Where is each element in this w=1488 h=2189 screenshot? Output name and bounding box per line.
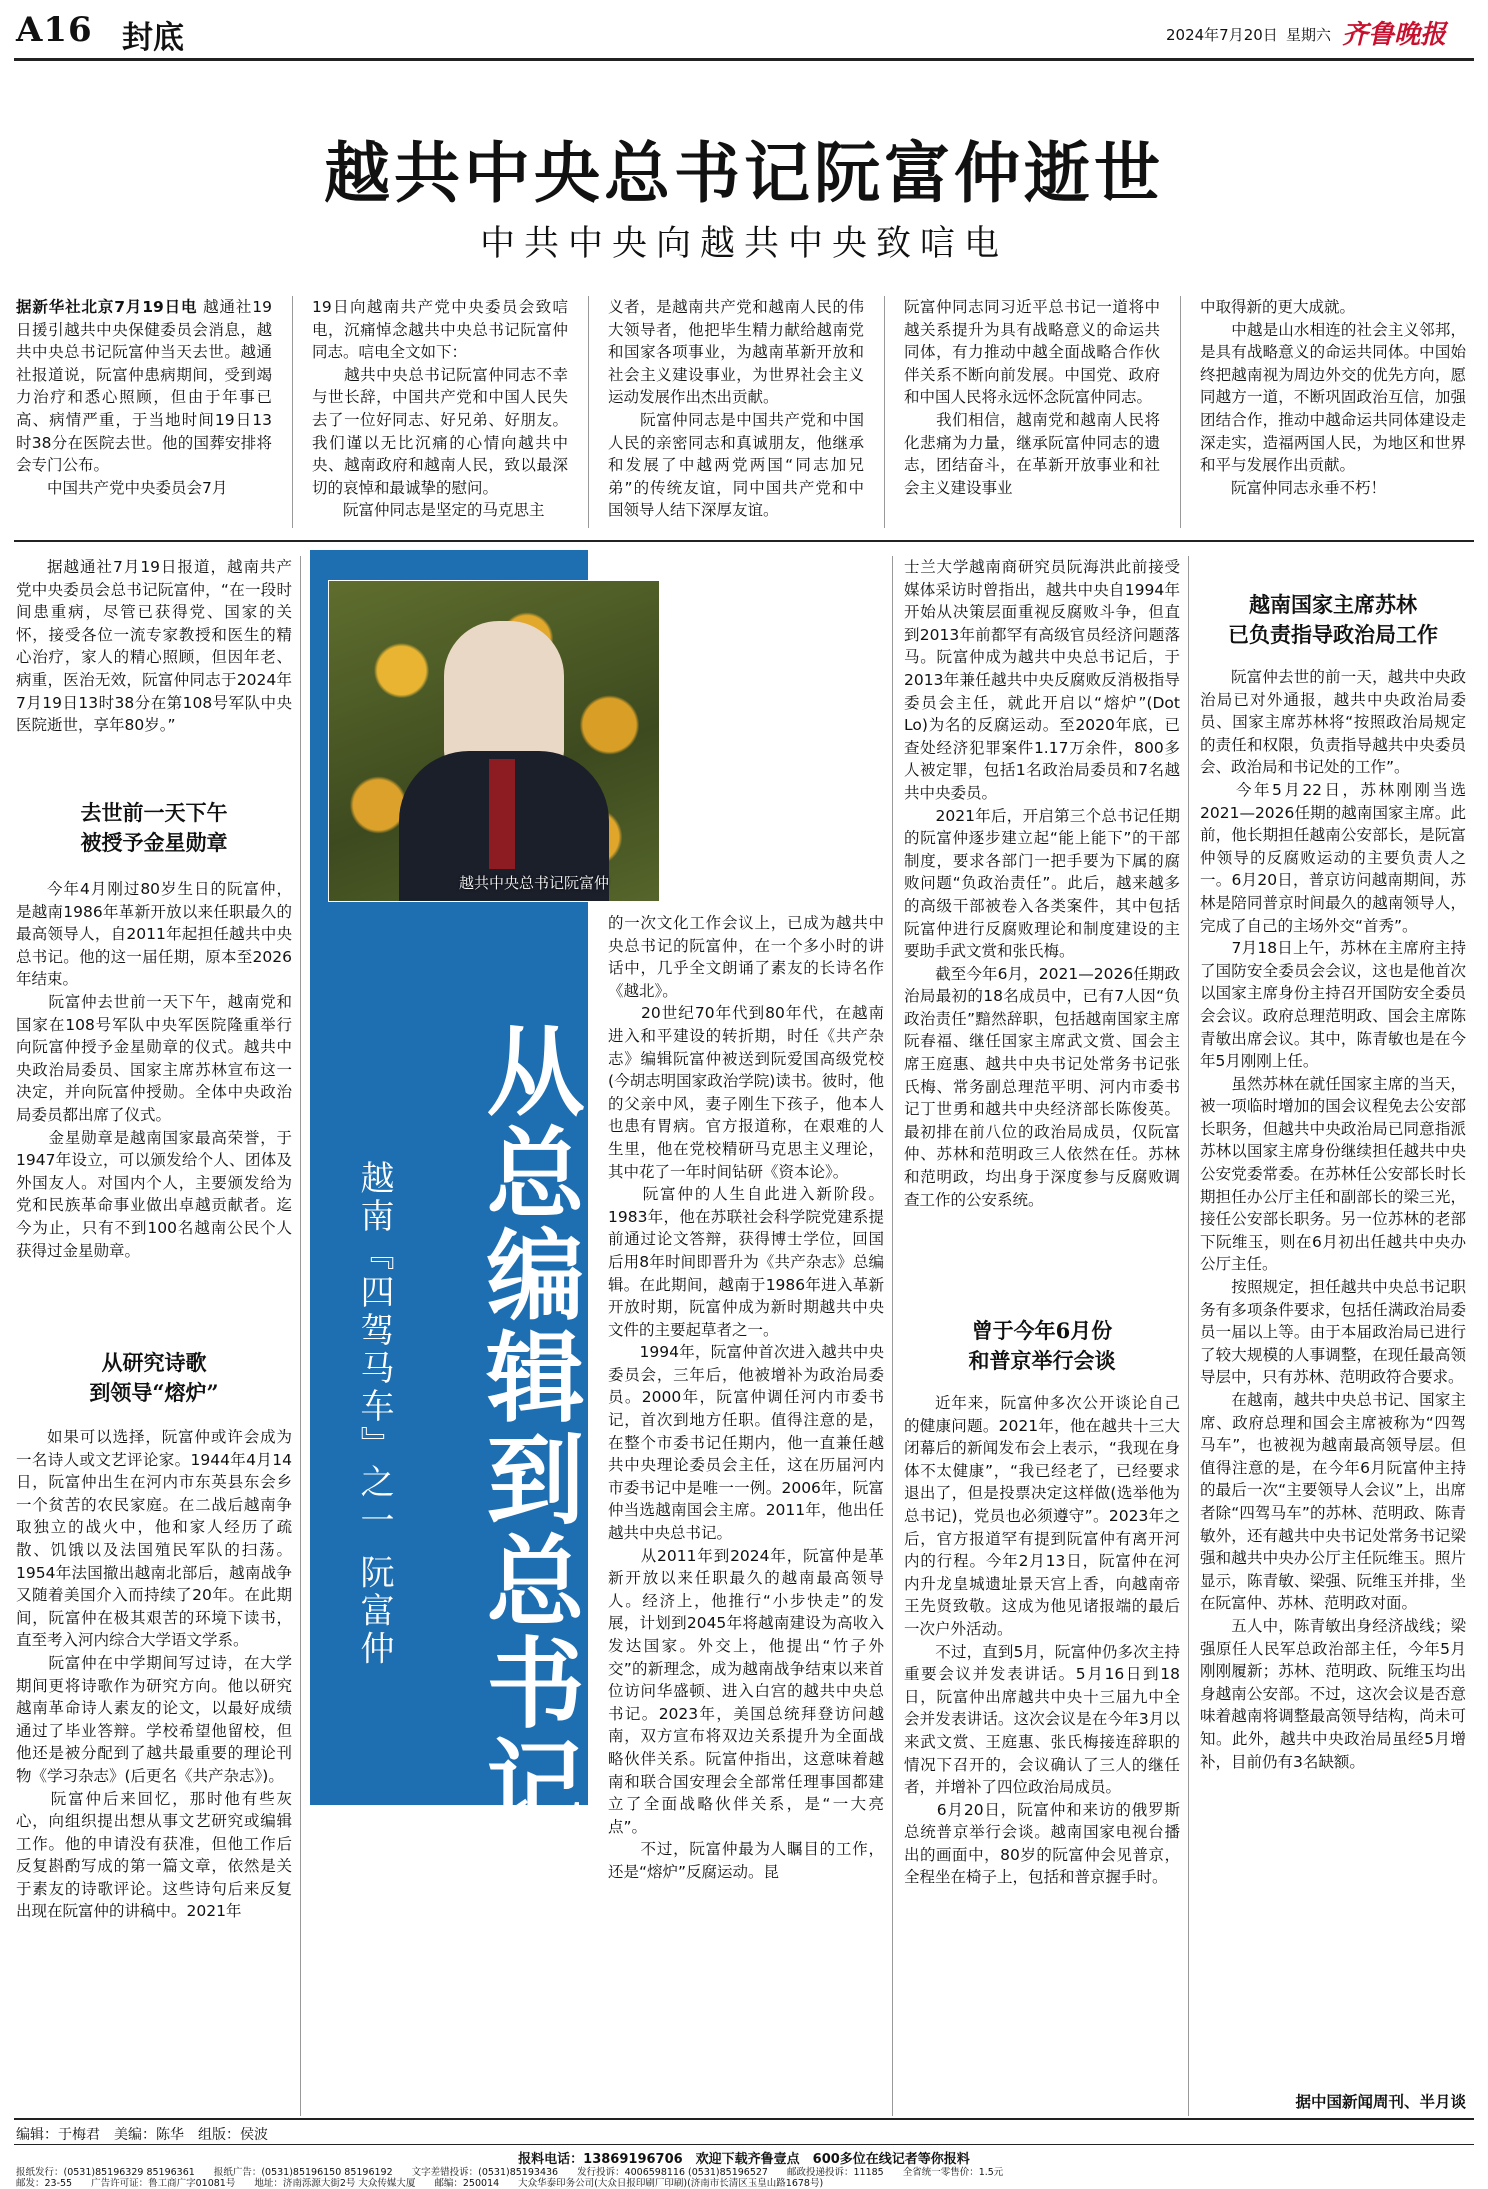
body-col-1a [16, 556, 292, 782]
photo-caption: 越共中央总书记阮富仲 [459, 874, 610, 892]
body-text: 的一次文化工作会议上，已成为越共中央总书记的阮富仲，在一个多小时的讲话中，几乎全文朗诵了素友的长诗名作《越北》。 20世纪70年代到80年代，在越南进入和平建设的转折期，时任《共产杂志》编辑阮富仲被送到阮爱国高级党校(今胡志明国家政治学院)读书。彼时，他的父亲中风，妻子刚生下孩子，他本人也患有胃病。官方报道称，在艰难的人生里，他在党校精研马克思主义理论，其中花了一年时间钻研《资本论》。 阮富仲的人生自此进入新阶段。1983年，他在苏联社会科学院党建系提前通过论文答辩，获得博士学位，回国后用8年时间即晋升为《共产杂志》总编辑。在此期间，越南于1986年进入革新开放时期，阮富仲成为新时期越共中央文件的主要起草者之一。 1994年，阮富仲首次进入越共中央委员会，三年后，他被增补为政治局委员。2000年，阮富仲调任河内市委书记，首次到地方任职。值得注意的是，在整个市委书记任期内，他一直兼任越共中央理论委员会主任，这在历届河内市委书记中是唯一一例。2006年，阮富仲当选越南国会主席。2011年，他出任越共中央总书记。 从2011年到2024年，阮富仲是革新开放以来任职最久的越南最高领导人。经济上，他推行“小步快走”的发展，计划到2045年将越南建设为高收入发达国家。外交上，他提出“竹子外交”的新理念，成为越南战争结束以来首位访问华盛顿、进入白宫的越共中央总书记。2023年，美国总统拜登访问越南，双方宣布将双边关系提升为全面战略伙伴关系。阮富仲指出，这意味着越南和联合国安理会全部常任理事国都建立了全面战略伙伴关系，是“一大亮点”。 不过，阮富仲最为人瞩目的工作，还是“熔炉”反腐运动。昆 [608, 914, 884, 1881]
top-col-5-text: 中取得新的更大成就。 中越是山水相连的社会主义邻邦，是具有战略意义的命运共同体。中国始终把越南视为周边外交的优先方向，愿同越方一道，不断巩固政治互信，加强团结合作，推动中越命运共同体建设走深走实，造福两国人民，为地区和世界和平与发展作出贡献。 阮富仲同志永垂不朽！ [1200, 298, 1466, 497]
header-rule [14, 58, 1474, 61]
subhead-4 [1200, 590, 1466, 650]
subhead-2-line-1: 从研究诗歌 [101, 1350, 207, 1375]
top-column-5 [1200, 296, 1466, 528]
subhead-3-line-2: 和普京举行会谈 [968, 1348, 1116, 1373]
body-text: 阮富仲去世的前一天，越共中央政治局已对外通报，越共中央政治局委员、国家主席苏林将“按照政治局规定的责任和权限，负责指导越共中央委员会、政治局和书记处的工作”。 今年5月22日，苏林刚刚当选2021—2026任期的越南国家主席。此前，他长期担任越南公安部长，是阮富仲领导的反腐败运动的主要负责人之一。6月20日，普京访问越南期间，苏林是陪同普京时间最久的越南领导人，完成了自己的主场外交“首秀”。 7月18日上午，苏林在主席府主持了国防安全委员会会议，这也是他首次以国家主席身份主持召开国防安全委员会会议。政府总理范明政、国会主席陈青敏出席会议。其中，陈青敏也是在今年5月刚刚上任。 虽然苏林在就任国家主席的当天，被一项临时增加的国会议程免去公安部长职务，但越共中央政治局已同意指派苏林以国家主席身份继续担任越共中央公安党委常委。在苏林任公安部长时长期担任办公厅主任和副部长的梁三光，接任公安部长职务。另一位苏林的老部下阮维玉，则在6月初出任越共中央办公厅主任。 按照规定，担任越共中央总书记职务有多项条件要求，包括任满政治局委员一届以上等。由于本届政治局已进行了较大规模的人事调整，在现任最高领导层中，只有苏林、范明政符合要求。 在越南，越共中央总书记、国家主席、政府总理和国会主席被称为“四驾马车”，也被视为越南最高领导层。但值得注意的是，在今年6月阮富仲主持的最后一次“主要领导人会议”上，出席者除“四驾马车”的苏林、范明政、陈青敏外，还有越共中央书记处常务书记梁强和越共中央办公厅主任阮维玉。照片显示，陈青敏、梁强、阮维玉并排，坐在阮富仲、苏林、范明政对面。 五人中，陈青敏出身经济战线；梁强原任人民军总政治部主任，今年5月刚刚履新；苏林、范明政、阮维玉均出身越南公安部。不过，这次会议是否意味着越南将调整最高领导结构，尚未可知。此外，越共中央政治局虽经5月增补，目前仍有3名缺额。 [1200, 668, 1466, 1771]
subhead-3 [904, 1316, 1180, 1376]
body-col-1c [16, 1426, 292, 2112]
divider [1180, 296, 1181, 528]
top-column-3 [608, 296, 864, 528]
feature-photo [328, 580, 660, 902]
top-col-2-text: 19日向越南共产党中央委员会致唁电，沉痛悼念越共中央总书记阮富仲同志。唁电全文如下： 越共中央总书记阮富仲同志不幸与世长辞，中国共产党和中国人民失去了一位好同志、好兄弟、好朋友。我们谨以无比沉痛的心情向越共中央、越南政府和越南人民，致以最深切的哀悼和最诚挚的慰问。 阮富仲同志是坚定的马克思主 [312, 298, 568, 520]
section-rule [14, 540, 1474, 542]
subhead-1-line-1: 去世前一天下午 [80, 800, 228, 825]
headline: 越共中央总书记阮富仲逝世 [324, 134, 1164, 212]
credits: 编辑：于梅君 美编：陈华 组版：侯波 [16, 2127, 268, 2143]
divider [300, 556, 301, 2116]
issue-date: 2024年7月20日 [1166, 26, 1278, 44]
body-col-2 [608, 912, 884, 2112]
body-text: 今年4月刚过80岁生日的阮富仲，是越南1986年革新开放以来任职最久的最高领导人，自2011年起担任越共中央总书记。他的这一届任期，原本至2026年结束。 阮富仲去世前一天下午，越南党和国家在108号军队中央军医院隆重举行向阮富仲授予金星勋章的仪式。越共中央政治局委员、国家主席苏林宣布这一决定，并向阮富仲授勋。全体中央政治局委员都出席了仪式。 金星勋章是越南国家最高荣誉，于1947年设立，可以颁发给个人、团体及外国友人。对国内个人，主要颁发给为党和民族革命事业做出卓越贡献者。迄今为止，只有不到100名越南公民个人获得过金星勋章。 [16, 880, 292, 1260]
footer-contacts: 报纸发行：(0531)85196329 85196361 报纸广告：(0531)85196150 85196192 文字差错投诉：(0531)85193436 发行投诉：4006598116 (0531)85196527 邮政投递投诉：11185 全省统一零售价：1.5元 [16, 2167, 1004, 2178]
top-col-3-text: 义者，是越南共产党和越南人民的伟大领导者，他把毕生精力献给越南党和国家各项事业，为越南革新开放和社会主义建设事业，为世界社会主义运动发展作出杰出贡献。 阮富仲同志是中国共产党和中国人民的亲密同志和真诚朋友，他继承和发展了中越两党两国“同志加兄弟”的传统友谊，同中国共产党和中国领导人结下深厚友谊。 [608, 298, 864, 520]
bottom-rule [14, 2118, 1474, 2120]
subhead-4-line-2: 已负责指导政治局工作 [1228, 622, 1438, 647]
body-text: 如果可以选择，阮富仲或许会成为一名诗人或文艺评论家。1944年4月14日，阮富仲出生在河内市东英县东会乡一个贫苦的农民家庭。在二战后越南争取独立的战火中，他和家人经历了疏散、饥饿以及法国殖民军队的扫荡。1954年法国撤出越南北部后，越南战争又随着美国介入而持续了20年。在此期间，阮富仲在极其艰苦的环境下读书，直至考入河内综合大学语文学系。 阮富仲在中学期间写过诗，在大学期间更将诗歌作为研究方向。他以研究越南革命诗人素友的论文，以最好成绩通过了毕业答辩。学校希望他留校，但他还是被分配到了越共最重要的理论刊物《学习杂志》(后更名《共产杂志》)。 阮富仲后来回忆，那时他有些灰心，向组织提出想从事文艺研究或编辑工作。他的申请没有获准，但他工作后反复斟酌写成的第一篇文章，依然是关于素友的诗歌评论。这些诗句后来反复出现在阮富仲的讲稿中。2021年 [16, 1428, 292, 1921]
feature-series: 越南『四驾马车』之一 阮富仲 [354, 1160, 394, 1669]
divider [588, 296, 589, 528]
body-text: 近年来，阮富仲多次公开谈论自己的健康问题。2021年，他在越共十三大闭幕后的新闻发布会上表示，“我现在身体不太健康”，“我已经老了，已经要求退出了，但是投票决定这样做(选举他为总书记)，党员也必须遵守”。2023年之后，官方报道罕有提到阮富仲有离开河内的行程。今年2月13日，阮富仲在河内升龙皇城遗址景天宫上香，向越南帝王先贤致敬。这成为他见诸报端的最后一次户外活动。 不过，直到5月，阮富仲仍多次主持重要会议并发表讲话。5月16日到18日，阮富仲出席越共中央十三届九中全会并发表讲话。这次会议是在今年3月以来武文赏、王庭惠、张氏梅接连辞职的情况下召开的，会议确认了三人的继任者，并增补了四位政治局成员。 6月20日，阮富仲和来访的俄罗斯总统普京举行会谈。越南国家电视台播出的画面中，80岁的阮富仲会见普京，全程坐在椅子上，包括和普京握手时。 [904, 1394, 1180, 1887]
body-col-3b [904, 1392, 1180, 2112]
subhead-2 [16, 1348, 292, 1408]
subhead-3-line-1: 曾于今年6月份 [971, 1318, 1113, 1343]
subheadline: 中共中央向越共中央致唁电 [479, 224, 1008, 264]
divider [884, 296, 885, 528]
top-column-2 [312, 296, 568, 528]
body-col-3a [904, 556, 1180, 1306]
footer-address: 邮发：23-55 广告许可证：鲁工商广字01081号 地址：济南泺源大街2号 大众传媒大厦 邮编：250014 大众华泰印务公司(大众日报印刷厂印刷)(济南市长清区玉皇山路1678号) [16, 2178, 824, 2189]
body-text: 士兰大学越南商研究员阮海洪此前接受媒体采访时曾指出，越共中央自1994年开始从决策层面重视反腐败斗争，但直到2013年前都罕有高级官员经济问题落马。阮富仲成为越共中央总书记后，于2013年兼任越共中央反腐败反消极指导委员会主任，就此开启以“熔炉”(Dot Lo)为名的反腐运动。至2020年底，已查处经济犯罪案件1.17万余件，800多人被定罪，包括1名政治局委员和7名越共中央委员。 2021年后，开启第三个总书记任期的阮富仲逐步建立起“能上能下”的干部制度，要求各部门一把手要为下属的腐败问题“负政治责任”。此后，越来越多的高级干部被卷入各类案件，其中包括阮富仲进行反腐败理论和制度建设的主要助手武文赏和张氏梅。 截至今年6月，2021—2026任期政治局最初的18名成员中，已有7人因“负政治责任”黯然辞职，包括越南国家主席阮春福、继任国家主席武文赏、国会主席王庭惠、越共中央书记处常务书记张氏梅、常务副总理范平明、河内市委书记丁世勇和越共中央经济部长陈俊英。最初排在前八位的政治局成员，仅阮富仲、苏林和范明政三人依然在任。苏林和范明政，均出身于深度参与反腐败调查工作的公安系统。 [904, 558, 1180, 1209]
article-source: 据中国新闻周刊、半月谈 [1295, 2093, 1466, 2111]
portrait-figure [444, 621, 564, 771]
top-col-1-text: 据新华社北京7月19日电 越通社19日援引越共中央保健委员会消息，越共中央总书记阮富仲当天去世。越通社报道说，阮富仲患病期间，受到竭力治疗和悉心照顾，但由于年事已高、病情严重，于当地时间19日13时38分在医院去世。他的国葬安排将会专门公布。 中国共产党中央委员会7月 [16, 298, 272, 497]
portrait-tie [489, 759, 515, 869]
footer-hotline: 报料电话：13869196706 欢迎下载齐鲁壹点 600多位在线记者等你报料 [518, 2152, 970, 2167]
issue-weekday: 星期六 [1286, 26, 1332, 44]
divider [1188, 556, 1189, 2116]
top-col-4-text: 阮富仲同志同习近平总书记一道将中越关系提升为具有战略意义的命运共同体，有力推动中越全面战略合作伙伴关系不断向前发展。中国党、政府和中国人民将永远怀念阮富仲同志。 我们相信，越南党和越南人民将化悲痛为力量，继承阮富仲同志的遗志，团结奋斗，在革新开放事业和社会主义建设事业 [904, 298, 1160, 497]
subhead-2-line-2: 到领导“熔炉” [89, 1380, 219, 1405]
feature-title: 从总编辑到总书记 [470, 1020, 585, 1836]
body-col-1b [16, 878, 292, 1334]
body-col-4 [1200, 666, 1466, 2086]
section-name: 封底 [122, 20, 184, 56]
divider [292, 296, 293, 528]
subhead-4-line-1: 越南国家主席苏林 [1249, 592, 1417, 617]
lead-text: 据越通社7月19日报道，越南共产党中央委员会总书记阮富仲，“在一段时间患重病，尽管已获得党、国家的关怀，接受各位一流专家教授和医生的精心治疗，家人的精心照顾，但因年老、病重，医治无效，阮富仲同志于2024年7月19日13时38分在第108号军队中央医院逝世，享年80岁。” [16, 558, 292, 735]
newspaper-logo: 齐鲁晚报 [1342, 20, 1447, 50]
subhead-1 [16, 798, 292, 858]
page-number: A16 [16, 10, 93, 50]
top-column-4 [904, 296, 1160, 528]
subhead-1-line-2: 被授予金星勋章 [80, 830, 228, 855]
footer-rule [14, 2144, 1474, 2145]
top-column-1 [16, 296, 272, 528]
divider [892, 556, 893, 2116]
